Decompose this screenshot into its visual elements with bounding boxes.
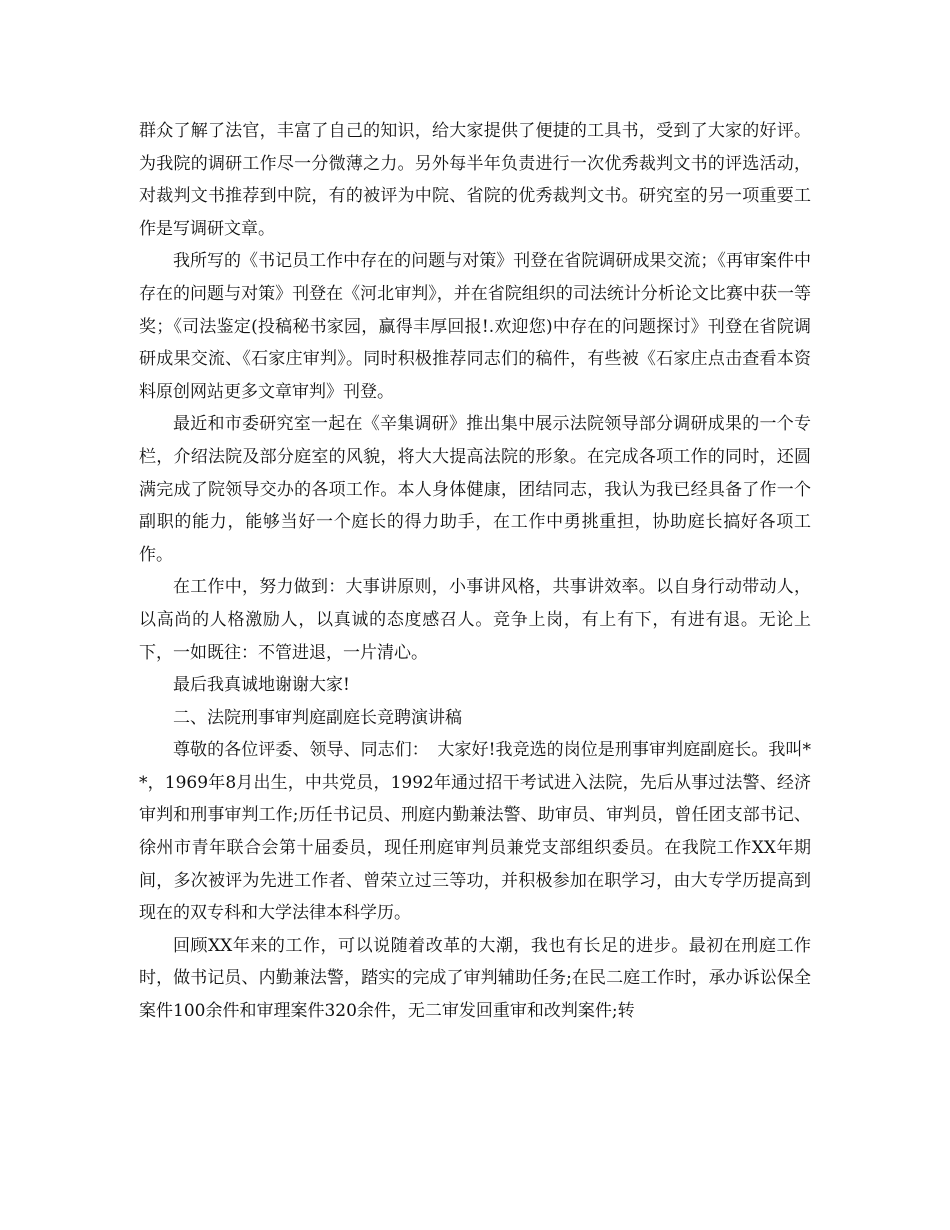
paragraph-3: 最近和市委研究室一起在《辛集调研》推出集中展示法院领导部分调研成果的一个专栏，介绍法院及部分庭室的风貌，将大大提高法院的形象。在完成各项工作的同时，还圆满完成了院领导交办的各项工作。本人身体健康，团结同志，我认为我已经具备了作一个副职的能力，能够当好一个庭长的得力助手，在工作中勇挑重担，协助庭长搞好各项工作。 — [139, 414, 811, 565]
paragraph-1: 群众了解了法官，丰富了自己的知识，给大家提供了便捷的工具书，受到了大家的好评。为我院的调研工作尽一分微薄之力。另外每半年负责进行一次优秀裁判文书的评选活动，对裁判文书推荐到中院，有的被评为中院、省院的优秀裁判文书。研究室的另一项重要工作是写调研文章。 — [139, 121, 811, 239]
paragraph-8: 回顾XX年来的工作，可以说随着改革的大潮，我也有长足的进步。最初在刑庭工作时，做书记员、内勤兼法警，踏实的完成了审判辅助任务;在民二庭工作时，承办诉讼保全案件100余件和审理案件320余件，无二审发回重审和改判案件;转 — [139, 935, 811, 1022]
paragraph-4: 在工作中，努力做到：大事讲原则，小事讲风格，共事讲效率。以自身行动带动人，以高尚的人格激励人，以真诚的态度感召人。竞争上岗，有上有下，有进有退。无论上下，一如既往：不管进退，一片清心。 — [139, 577, 811, 663]
document-body — [139, 115, 811, 1028]
paragraph-2: 我所写的《书记员工作中存在的问题与对策》刊登在省院调研成果交流；《再审案件中存在的问题与对策》刊登在《河北审判》，并在省院组织的司法统计分析论文比赛中获一等奖；《司法鉴定(投稿秘书家园，赢得丰厚回报!.欢迎您)中存在的问题探讨》刊登在省院调研成果交流、《石家庄审判》。同时积极推荐同志们的稿件，有些被《石家庄点击查看本资料原创网站更多文章审判》刊登。 — [139, 251, 811, 402]
closing-thanks: 最后我真诚地谢谢大家! — [173, 675, 350, 696]
paragraph-7: 尊敬的各位评委、领导、同志们： 大家好!我竞选的岗位是刑事审判庭副庭长。我叫**，1969年8月出生，中共党员，1992年通过招干考试进入法院，先后从事过法警、经济审判和刑事审判工作;历任书记员、刑庭内勤兼法警、助审员、审判员，曾任团支部书记、徐州市青年联合会第十届委员，现任刑庭审判员兼党支部组织委员。在我院工作XX年期间，多次被评为先进工作者、曾荣立过三等功，并积极参加在职学习，由大专学历提高到现在的双专科和大学法律本科学历。 — [139, 740, 811, 924]
section-heading: 二、法院刑事审判庭副庭长竞聘演讲稿 — [173, 707, 462, 728]
